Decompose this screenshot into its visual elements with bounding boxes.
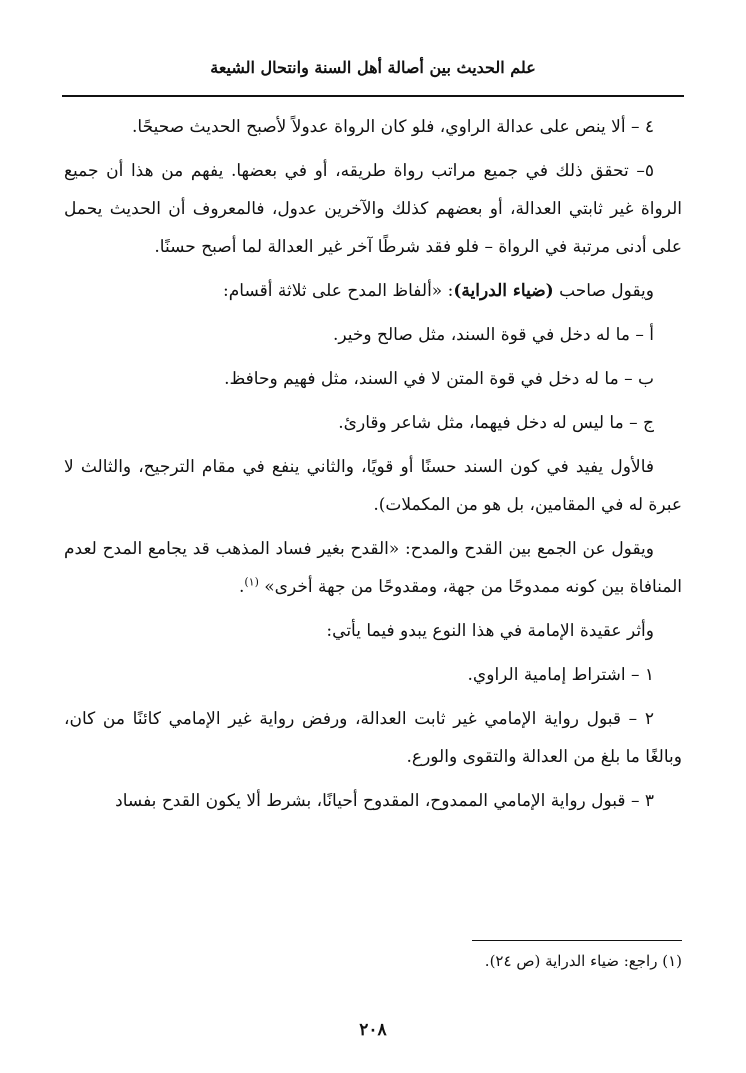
quote-intro-pre: ويقول صاحب: [553, 281, 654, 301]
paragraph-4: ٤ – ألا ينص على عدالة الراوي، فلو كان الرواة عدولاً لأصبح الحديث صحيحًا.: [132, 117, 654, 137]
quote-intro-post: : «ألفاظ المدح على ثلاثة أقسام:: [223, 281, 454, 301]
book-title: (ضياء الدراية): [453, 281, 554, 301]
paragraph-imamate-effect: وأثر عقيدة الإمامة في هذا النوع يبدو فيما يأتي:: [326, 621, 654, 641]
paragraph-qadh-end: .: [238, 577, 245, 597]
numbered-item-2: ٢ – قبول رواية الإمامي غير ثابت العدالة، ورفض رواية غير الإمامي كائنًا من كان، وبالغًا ما بلغ من العدالة والتقوى والورع.: [64, 709, 682, 767]
running-header: علم الحديث بين أصالة أهل السنة وانتحال الشيعة: [210, 58, 536, 77]
paragraph-qadh-text: ويقول عن الجمع بين القدح والمدح: «القدح بغير فساد المذهب قد يجامع المدح لعدم المنافاة بين كونه ممدوحًا من جهة، ومقدوحًا من جهة أخرى»: [64, 539, 682, 597]
header-divider: [62, 95, 684, 97]
numbered-item-1: ١ – اشتراط إمامية الراوي.: [467, 665, 654, 685]
numbered-item-3: ٣ – قبول رواية الإمامي الممدوح، المقدوح أحيانًا، بشرط ألا يكون القدح بفساد: [115, 791, 654, 811]
footnote: (١) راجع: ضياء الدراية (ص ٢٤).: [484, 952, 682, 970]
page-number: ٢٠٨: [359, 1020, 387, 1040]
list-item-b: ب – ما له دخل في قوة المتن لا في السند، مثل فهيم وحافظ.: [224, 369, 654, 389]
paragraph-qadh-madh: [64, 530, 682, 606]
body-text: [64, 108, 682, 826]
paragraph-5: ٥– تحقق ذلك في جميع مراتب رواة طريقه، أو في بعضها. يفهم من هذا أن جميع الرواة غير ثابتي العدالة، أو بعضهم كذلك والآخرين عدول، فالمعروف أن الحديث يحمل على أدنى مرتبة في الرواة – فلو فقد شرطًا آخر غير العدالة لما أصبح حسنًا.: [64, 161, 682, 257]
list-item-c: ج – ما ليس له دخل فيهما، مثل شاعر وقارئ.: [338, 413, 654, 433]
footnote-marker: (١): [244, 575, 259, 589]
paragraph-first-second-third: فالأول يفيد في كون السند حسنًا أو قويًا، والثاني ينفع في مقام الترجيح، والثالث لا عبرة له في المقامين، بل هو من المكملات).: [64, 457, 682, 515]
footnote-divider: [472, 940, 682, 941]
quote-intro: [64, 272, 682, 310]
list-item-a: أ – ما له دخل في قوة السند، مثل صالح وخير.: [332, 325, 654, 345]
